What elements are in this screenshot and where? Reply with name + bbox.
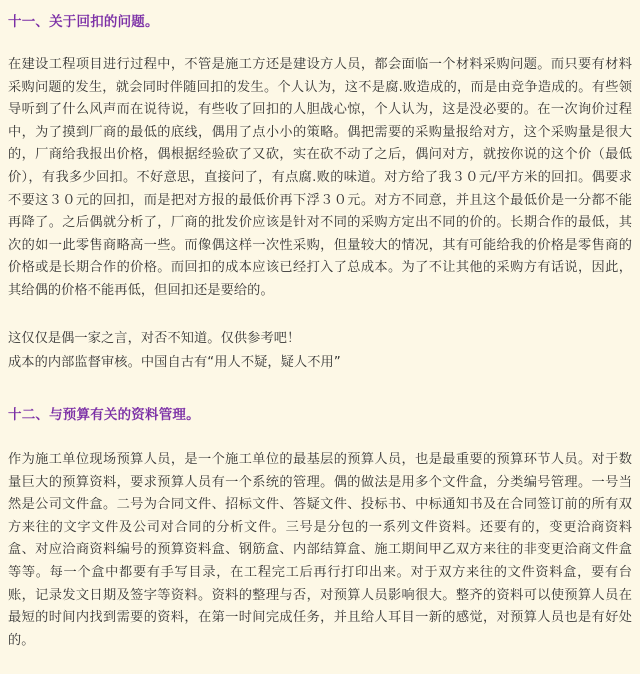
section-11-closing-line: 这仅仅是偶一家之言，对否不知道。仅供参考吧！	[8, 331, 301, 346]
section-11-next-topic-line: 成本的内部监督审核。中国自古有“用人不疑，疑人不用”	[8, 355, 341, 370]
section-12-paragraph: 作为施工单位现场预算人员，是一个施工单位的最基层的预算人员，也是最重要的预算环节人员。对于数量巨大的预算资料，要求预算人员有一个系统的管理。偶的做法是用多个文件盒，分类编号管理。一号当然是公司文件盒。二号为合同文件、招标文件、答疑文件、投标书、中标通知书及在合同签订前的所有双方来往的文字文件及公司对合同的分析文件。三号是分包的一系列文件资料。还要有的，变更洽商资料盒、对应洽商资料编号的预算资料盒、钢筋盒、内部结算盒、施工期间甲乙双方来往的非变更洽商文件盒等等。每一个盒中都要有手写目录，在工程完工后再行打印出来。对于双方来往的文件资料盒，要有台账，记录发文日期及签字等资料。资料的整理与否，对预算人员影响很大。整齐的资料可以使预算人员在最短的时间内找到需要的资料，在第一时间完成任务，并且给人耳目一新的感觉，对预算人员也是有好处的。	[8, 452, 632, 648]
section-11-paragraph: 在建设工程项目进行过程中，不管是施工方还是建设方人员，都会面临一个材料采购问题。而只要有材料采购问题的发生，就会同时伴随回扣的发生。个人认为，这不是腐.败造成的，而是由竞争造成的。有些领导听到了什么风声而在说待说，有些收了回扣的人胆战心惊，个人认为，这是没必要的。在一次询价过程中，为了摸到厂商的最低的底线，偶用了点小小的策略。偶把需要的采购量报给对方，这个采购量是很大的，厂商给我报出价格，偶根据经验砍了又砍，实在砍不动了之后，偶问对方，就按你说的这个价（最低价），有我多少回扣。不好意思，直接问了，有点腐.败的味道。对方给了我３０元/平方米的回扣。偶要求不要这３０元的回扣，而是把对方报的最低价再下浮３０元。对方不同意，并且这个最低价是一分都不能再降了。之后偶就分析了，厂商的批发价应该是针对不同的采购方定出不同的价的。长期合作的最低，其次的如一此零售商略高一些。而像偶这样一次性采购，但量较大的情况，其有可能给我的价格是零售商的价格或是长期合作的价格。而回扣的成本应该已经打入了总成本。为了不让其他的采购方有话说，因此，其给偶的价格不能再低，但回扣还是要给的。	[8, 57, 632, 298]
section-12-heading: 十二、与预算有关的资料管理。	[8, 407, 200, 423]
section-11-heading: 十一、关于回扣的问题。	[8, 14, 159, 30]
